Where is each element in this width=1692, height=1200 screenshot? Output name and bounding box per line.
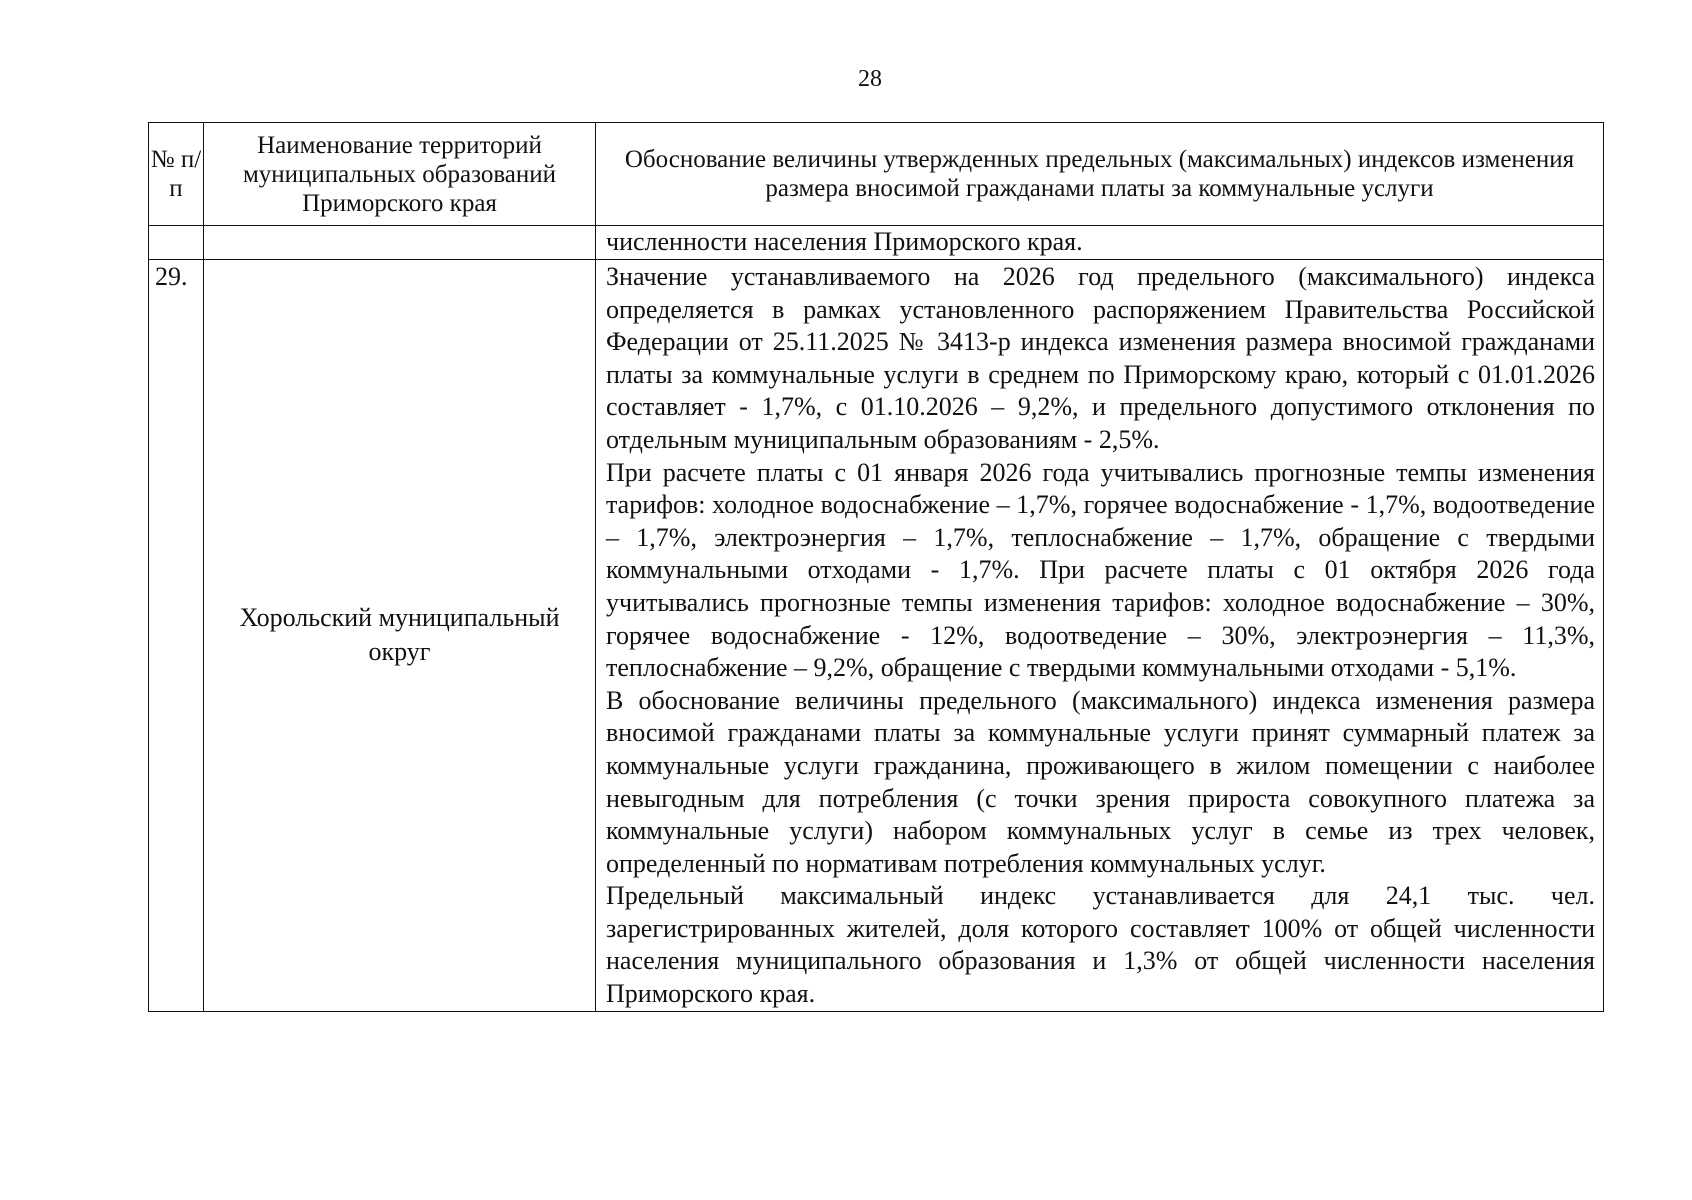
continuation-name-cell [204, 226, 596, 260]
page-number: 28 [858, 66, 882, 92]
header-justification: Обоснование величины утвержденных предельных (максимальных) индексов изменения размера вносимой гражданами платы за коммунальные услуги [596, 123, 1604, 226]
table-header-row [149, 123, 1604, 226]
tariff-index-table [148, 122, 1604, 1012]
justification-paragraph: Значение устанавливаемого на 2026 год предельного (максимального) индекса определяется в рамках установленного распоряжением Правительства Российской Федерации от 25.11.2025 № 3413-р индекса изменения размера вносимой гражданами платы за коммунальные услуги в среднем по Приморскому краю, который с 01.01.2026 составляет - 1,7%, с 01.10.2026 – 9,2%, и предельного допустимого отклонения по отдельным муниципальным образованиям - 2,5%. [606, 262, 1595, 454]
continuation-number-cell [149, 226, 204, 260]
header-territory-name: Наименование территорий муниципальных образований Приморского края [204, 123, 596, 226]
continuation-text: численности населения Приморского края. [596, 226, 1604, 260]
justification-paragraph: В обоснование величины предельного (максимального) индекса изменения размера вносимой гражданами платы за коммунальные услуги принят суммарный платеж за коммунальные услуги гражданина, проживающего в жилом помещении с наиболее невыгодным для потребления (с точки зрения прироста совокупного платежа за коммунальные услуги) набором коммунальных услуг в семье из трех человек, определенный по нормативам потребления коммунальных услуг. [606, 685, 1595, 878]
header-number: № п/п [149, 123, 204, 226]
justification-paragraph: При расчете платы с 01 января 2026 года учитывались прогнозные темпы изменения тарифов: холодное водоснабжение – 1,7%, горячее водоснабжение - 1,7%, водоотведение – 1,7%, электроэнергия – 1,7%, теплоснабжение – 1,7%, обращение с твердыми коммунальными отходами - 1,7%. При расчете платы с 01 октября 2026 года учитывались прогнозные темпы изменения тарифов: холодное водоснабжение – 30%, горячее водоснабжение - 12%, водоотведение – 30%, электроэнергия – 11,3%, теплоснабжение – 9,2%, обращение с твердыми коммунальными отходами - 5,1%. [606, 457, 1595, 683]
row-justification [596, 260, 1604, 1012]
justification-paragraph: Предельный максимальный индекс устанавливается для 24,1 тыс. чел. зарегистрированных жителей, доля которого составляет 100% от общей численности населения муниципального образования и 1,3% от общей численности населения Приморского края. [606, 881, 1595, 1009]
table-row [149, 260, 1604, 1012]
row-number: 29. [149, 260, 204, 1012]
row-territory-name: Хорольский муниципальный округ [204, 260, 596, 1012]
table-row-continuation [149, 226, 1604, 260]
